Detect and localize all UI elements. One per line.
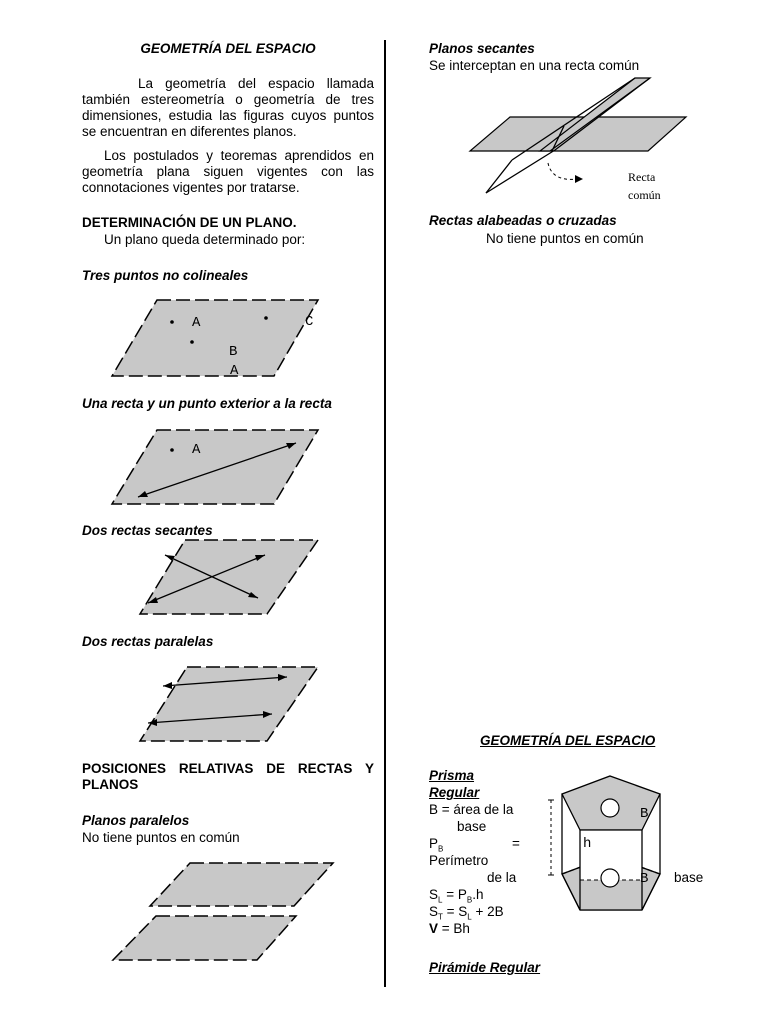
- positions-heading: POSICIONES RELATIVAS DE RECTAS Y PLANOS: [82, 761, 374, 792]
- label-b: B: [229, 344, 238, 360]
- height-label: h: [583, 836, 592, 852]
- prism-pb-def-1: Perímetro: [429, 853, 489, 868]
- case-secant-lines-title: Dos rectas secantes: [82, 523, 213, 538]
- top-base-label: B: [640, 806, 649, 822]
- section2-title: GEOMETRÍA DEL ESPACIO: [480, 733, 656, 748]
- prism-title-line1: Prisma: [429, 768, 475, 783]
- label-a2: A: [230, 363, 239, 379]
- common-line-label-1: Recta: [628, 170, 656, 184]
- label-a: A: [192, 315, 201, 331]
- label-a: A: [192, 442, 201, 458]
- prism-b-def-1: B = área de la: [429, 802, 514, 817]
- secant-planes-title: Planos secantes: [429, 41, 535, 56]
- skew-lines-text: No tiene puntos en común: [486, 231, 644, 246]
- prism-pb-def-3: base: [674, 870, 704, 885]
- skew-lines-title: Rectas alabeadas o cruzadas: [429, 213, 617, 228]
- bottom-base-marker: [601, 869, 619, 887]
- prism-b-def-2: base: [457, 819, 487, 834]
- prism-pb-equals: =: [512, 836, 520, 851]
- page-title: GEOMETRÍA DEL ESPACIO: [140, 41, 316, 56]
- top-base-marker: [601, 799, 619, 817]
- parallel-planes-text: No tiene puntos en común: [82, 830, 240, 845]
- lateral-surface-formula: $S_L = P_B.h$: [429, 887, 484, 905]
- parallel-planes-title: Planos paralelos: [82, 813, 190, 828]
- intro-paragraph-1: La geometría del espacio llamada también estereometría o geometría de tres dimensiones, estudia las figuras cuyos puntos se encuentran en diferentes planos.: [82, 76, 374, 139]
- pyramid-title: Pirámide Regular: [429, 960, 541, 975]
- case-parallel-lines-title: Dos rectas paralelas: [82, 634, 214, 649]
- common-line-label-2: común: [628, 188, 661, 202]
- total-surface-formula: $S_T = S_L + 2B$: [429, 904, 504, 922]
- volume-formula: V = Bh: [429, 921, 470, 936]
- determination-heading: DETERMINACIÓN DE UN PLANO.: [82, 215, 297, 230]
- prism-pb-def-2: de la: [487, 870, 517, 885]
- case-line-point-title: Una recta y un punto exterior a la recta: [82, 396, 332, 411]
- case-three-points-title: Tres puntos no colineales: [82, 268, 249, 283]
- secant-planes-text: Se interceptan en una recta común: [429, 58, 640, 73]
- determination-text: Un plano queda determinado por:: [104, 232, 306, 247]
- prism-pb-label: $P_B$: [429, 836, 444, 854]
- bottom-base-label: B: [640, 871, 649, 887]
- intro-paragraph-2: Los postulados y teoremas aprendidos en geometría plana siguen vigentes con las connotaciones vigentes por tratarse.: [82, 148, 374, 195]
- label-c: C: [305, 314, 314, 330]
- prism-title-line2: Regular: [429, 785, 480, 800]
